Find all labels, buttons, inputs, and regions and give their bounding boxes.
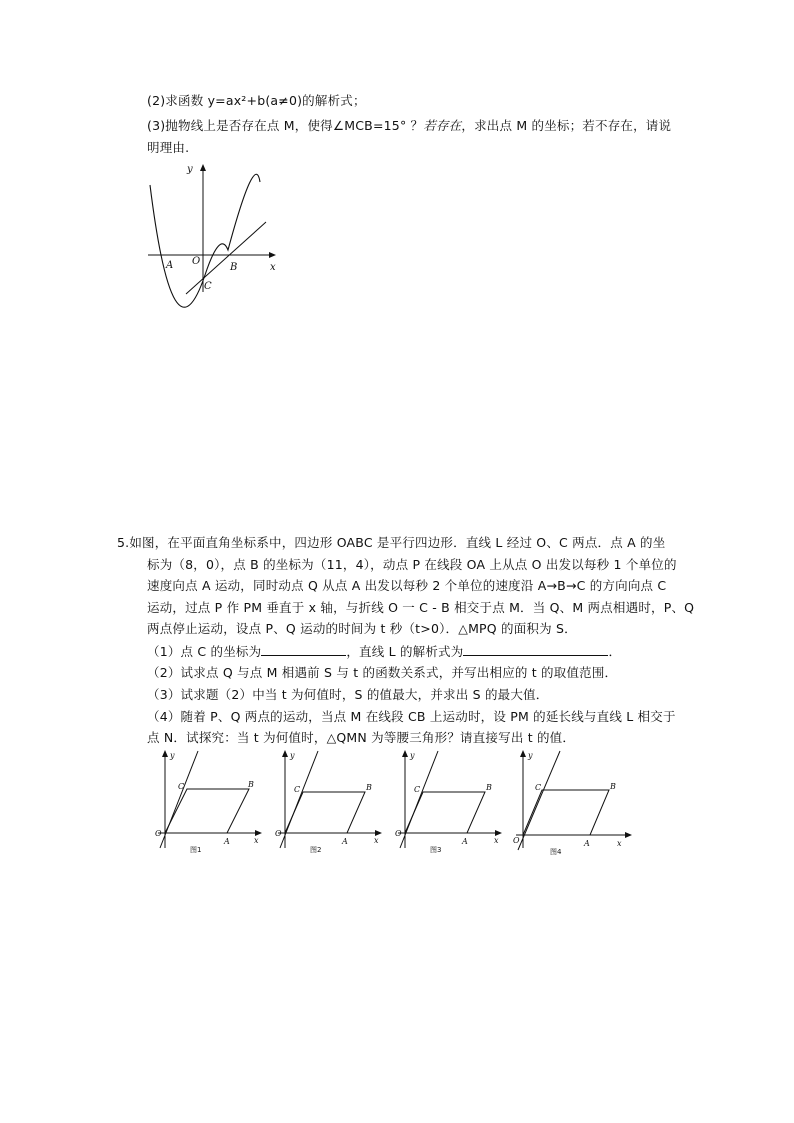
fig1-caption: 图1 <box>190 846 202 854</box>
fig2-label-o: O <box>275 829 282 838</box>
q5-sub4-line2: 点 N．试探究：当 t 为何值时，△QMN 为等腰三角形？请直接写出 t 的值． <box>147 730 576 745</box>
q4-part3-italic: 若存在 <box>423 118 462 133</box>
q4-figure <box>140 160 280 295</box>
q5-sub3: （3）试求题（2）中当 t 为何值时，S 的值最大，并求出 S 的最大值． <box>147 687 549 702</box>
fig2-caption: 图2 <box>310 846 322 854</box>
q4-label-o: O <box>192 256 201 267</box>
fig4-x-arrow <box>625 832 632 838</box>
answer-blank-l <box>463 642 608 656</box>
q4-part3-text: (3)抛物线上是否存在点 M，使得∠MCB=15° ？ <box>147 118 424 133</box>
fig4-label-b: B <box>610 782 616 791</box>
q4-x-arrow <box>269 252 276 258</box>
q5-line5: 两点停止运动，设点 P、Q 运动的时间为 t 秒（t>0）．△MPQ 的面积为 S． <box>147 621 577 636</box>
q4-label-a: A <box>166 260 174 271</box>
fig3-y-arrow <box>402 750 408 757</box>
q4-part3-line2: 明理由. <box>147 140 190 155</box>
figure-4 <box>510 748 635 858</box>
fig1-label-y: y <box>170 751 175 760</box>
figure-2 <box>272 748 384 858</box>
fig2-label-b: B <box>366 783 372 792</box>
q5-sub4-line1: （4）随着 P、Q 两点的运动，当点 M 在线段 CB 上运动时，设 PM 的延长线与直线 L 相交于 <box>147 709 676 724</box>
q5-sub1-text: （1）点 C 的坐标为 <box>147 644 262 659</box>
q4-parabola-left <box>150 184 205 282</box>
q4-part3-text2: ，求出点 M 的坐标；若不存在，请说 <box>461 118 672 133</box>
q5-line2: 标为（8，0），点 B 的坐标为（11，4），动点 P 在线段 OA 上从点 O 出发以每秒 1 个单位的 <box>147 557 677 572</box>
fig2-label-x: x <box>374 836 379 845</box>
fig2-parallelogram <box>285 792 365 833</box>
fig3-label-o: O <box>395 829 402 838</box>
q4-part3-line1 <box>147 117 671 135</box>
fig4-label-a: A <box>584 839 590 848</box>
fig4-parallelogram <box>523 790 609 835</box>
fig1-parallelogram <box>165 789 249 833</box>
fig3-label-c: C <box>414 785 421 794</box>
q4-part2: (2)求函数 y=ax²+b(a≠0)的解析式； <box>147 93 366 108</box>
fig1-label-b: B <box>248 780 254 789</box>
fig4-y-arrow <box>520 750 526 757</box>
q4-label-c: C <box>204 281 212 292</box>
q5-sub2: （2）试求点 Q 与点 M 相遇前 S 与 t 的函数关系式，并写出相应的 t 的取值范围． <box>147 665 618 680</box>
q5-sub1-end: ． <box>608 644 622 659</box>
fig1-label-x: x <box>254 836 259 845</box>
fig1-y-arrow <box>162 750 168 757</box>
q4-y-arrow <box>200 164 206 171</box>
fig3-label-b: B <box>486 783 492 792</box>
q5-line3: 速度向点 A 运动，同时动点 Q 从点 A 出发以每秒 2 个单位的速度沿 A→B→C 的方向向点 C <box>147 578 667 593</box>
figure-3 <box>392 748 504 858</box>
fig1-label-c: C <box>178 782 185 791</box>
fig4-caption: 图4 <box>550 848 562 856</box>
q4-label-b: B <box>230 262 238 273</box>
answer-blank-c <box>261 642 346 656</box>
fig3-label-y: y <box>410 751 415 760</box>
fig4-label-y: y <box>528 751 533 760</box>
q4-label-x: x <box>270 262 276 273</box>
fig4-label-x: x <box>617 839 622 848</box>
fig4-label-c: C <box>535 783 542 792</box>
q5-sub1-text2: ，直线 L 的解析式为 <box>346 644 464 659</box>
fig1-label-a: A <box>224 837 230 846</box>
fig2-label-y: y <box>290 751 295 760</box>
fig3-label-a: A <box>462 837 468 846</box>
figure-1 <box>152 748 264 858</box>
q5-line1: 5.如图，在平面直角坐标系中，四边形 OABC 是平行四边形．直线 L 经过 O、C 两点．点 A 的坐 <box>117 535 666 550</box>
fig3-parallelogram <box>405 792 485 833</box>
q5-line4: 运动，过点 P 作 PM 垂直于 x 轴，与折线 O 一 C - B 相交于点 M．当 Q、M 两点相遇时，P、Q <box>147 600 695 615</box>
fig2-label-a: A <box>342 837 348 846</box>
q4-label-y: y <box>187 164 193 175</box>
fig3-label-x: x <box>494 836 499 845</box>
fig2-label-c: C <box>294 785 301 794</box>
fig3-caption: 图3 <box>430 846 442 854</box>
fig2-y-arrow <box>282 750 288 757</box>
q5-sub1 <box>147 642 621 661</box>
fig1-label-o: O <box>155 829 162 838</box>
fig4-label-o: O <box>513 836 520 845</box>
